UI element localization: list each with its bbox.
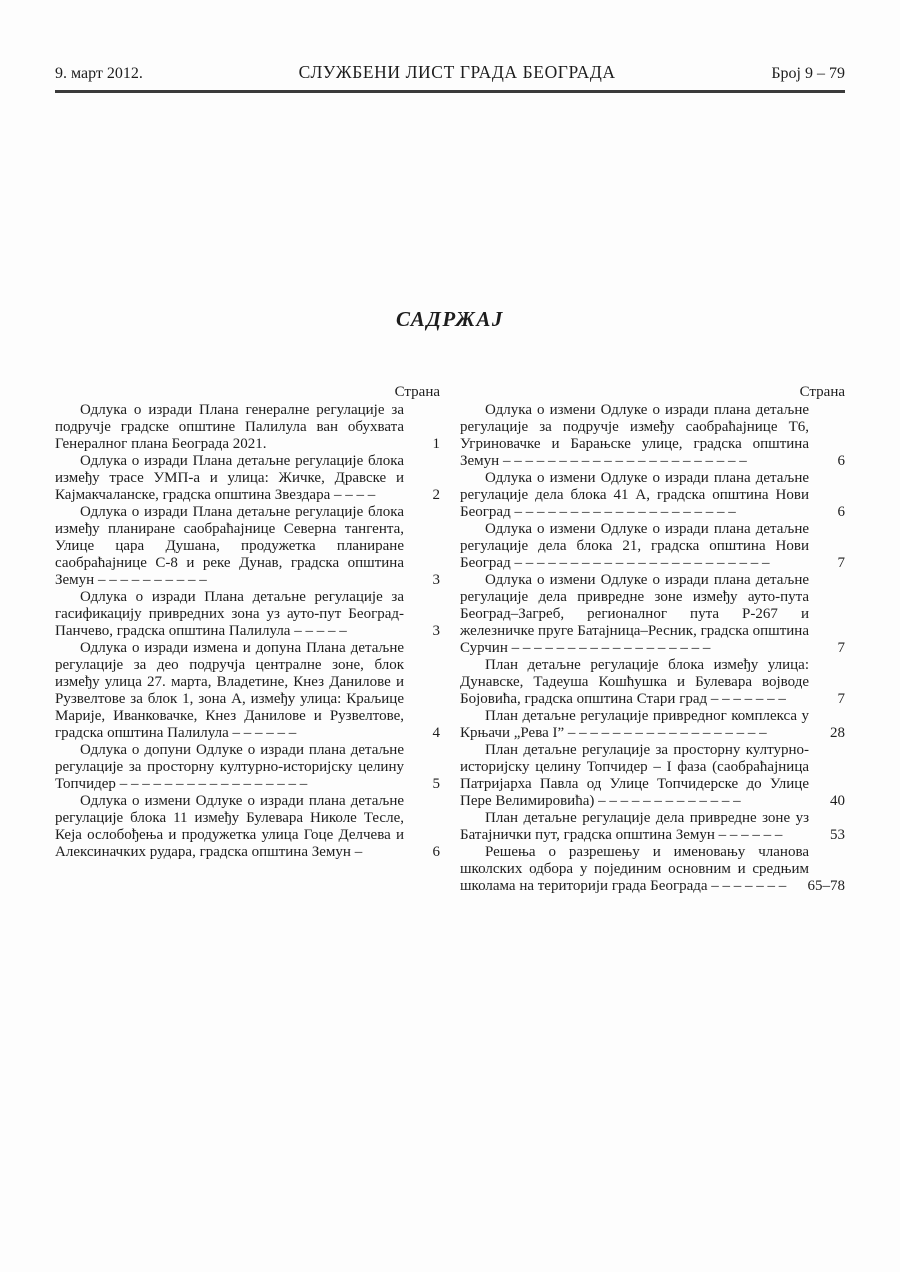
toc-entry-leader-dashes: – – – –: [330, 487, 376, 503]
toc-entry-text: План детаљне регулације блока између улица: Дунавске, Тадеуша Кошћушка и Булевара војводе Бојовића, градска општина Стари град: [460, 657, 809, 707]
toc-entry-leader-dashes: – – – – –: [290, 623, 347, 639]
toc-entry-page-number: 53: [830, 827, 845, 843]
toc-entry: [55, 453, 440, 504]
page-column-label-right: Страна: [799, 384, 845, 400]
page-column-label-left: Страна: [394, 384, 440, 400]
toc-right-entries: [460, 402, 845, 895]
toc-entry: [460, 572, 845, 657]
toc-entry: [460, 708, 845, 742]
toc-entry-text: Одлука о допуни Одлуке о изради плана детаљне регулације за просторну културно-историјску целину Топчидер: [55, 742, 404, 792]
toc-columns: [55, 384, 845, 895]
toc-entry: [460, 402, 845, 470]
toc-entry-page-number: 5: [432, 776, 440, 792]
toc-entry-page-number: 6: [837, 453, 845, 469]
toc-entry: [55, 589, 440, 640]
toc-entry-text: Одлука о изради Плана детаљне регулације блока између планиране саобраћајнице Северна тангента, Улице цара Душана, продужетка планиране саобраћајнице С-8 и реке Дунав, градска општина Земун: [55, 504, 404, 588]
toc-left-column: [55, 384, 440, 895]
toc-entry-text: Одлука о изради Плана детаљне регулације блока између трасе УМП-а и улица: Жичке, Дравске и Кајмакчаланске, градска општина Звездара: [55, 453, 404, 503]
header-issue-number: Број 9 – 79: [771, 65, 845, 82]
toc-entry-page-number: 40: [830, 793, 845, 809]
toc-entry-leader-dashes: – – – – – –: [714, 827, 783, 843]
toc-entry-text: Одлука о изради Плана детаљне регулације за гасификацију привредних зона уз ауто-пут Београд-Панчево, градска општина Палилула: [55, 589, 404, 639]
toc-entry-text: Одлука о измени Одлуке о изради плана детаљне регулације за подручје између саобраћајнице Т6, Угриновачке и Барањске улице, градска општина Земун: [460, 402, 809, 469]
header-rule: [55, 90, 845, 93]
toc-entry-text: Одлука о измени Одлуке о изради плана детаљне регулације блока 11 између Булевара Николе Тесле, Кеја ослобођења и продужетка улица Гоце Делчева и Алексиначких рудара, градска општина Земун: [55, 793, 404, 860]
toc-entry-page-number: 1: [432, 436, 440, 452]
toc-entry: [55, 640, 440, 742]
toc-entry-page-number: 65–78: [807, 878, 845, 894]
toc-entry-leader-dashes: – – – – – – –: [707, 878, 787, 894]
toc-entry-leader-dashes: – – – – – –: [228, 725, 297, 741]
toc-entry-text: Одлука о измени Одлуке о изради плана детаљне регулације дела блока 21, градска општина Нови Београд: [460, 521, 809, 571]
toc-entry-text: План детаљне регулације за просторну културно-историјску целину Топчидер – I фаза (саобраћајница Патријарха Павла од Улице Топчидерске до Улице Пере Велимировића): [460, 742, 809, 809]
toc-entry-leader-dashes: – – – – – – – – – – – – – – – – – –: [564, 725, 767, 741]
toc-entry-page-number: 7: [837, 691, 845, 707]
toc-entry-text: План детаљне регулације привредног комплекса у Крњачи „Рева I”: [460, 708, 809, 741]
toc-entry: [55, 793, 440, 861]
toc-right-column: [460, 384, 845, 895]
toc-left-entries: [55, 402, 440, 861]
toc-entry-text: Одлука о измени Одлуке о изради плана детаљне регулације дела блока 41 А, градска општина Нови Београд: [460, 470, 809, 520]
toc-entry-leader-dashes: –: [350, 844, 363, 860]
toc-entry-page-number: 4: [432, 725, 440, 741]
page-title: СЛУЖБЕНИ ЛИСТ ГРАДА БЕОГРАДА: [298, 62, 616, 82]
toc-entry: [460, 742, 845, 810]
toc-entry: [460, 521, 845, 572]
toc-entry-leader-dashes: – – – – – – – – – – – – –: [594, 793, 741, 809]
toc-entry-leader-dashes: – – – – – – – – – – – – – – – – – –: [507, 640, 711, 656]
toc-entry: [460, 470, 845, 521]
toc-entry-page-number: 7: [837, 555, 845, 571]
toc-entry-text: Одлука о изради измена и допуна Плана детаљне регулације за део подручја централне зоне, блок између улица 27. марта, Владетине, Кнез Данилове и Рузвелтове за блок 1, зона А, између улица: Краљице Марије, Иванковачке, Кнез Данилове и Рузвелтове, градска општина Палилула: [55, 640, 404, 741]
toc-entry: [55, 742, 440, 793]
toc-entry-page-number: 3: [432, 572, 440, 588]
toc-entry: [460, 844, 845, 895]
toc-entry: [55, 402, 440, 453]
toc-title: САДРЖАЈ: [396, 307, 504, 331]
toc-entry-leader-dashes: – – – – – – –: [707, 691, 786, 707]
toc-entry: [55, 504, 440, 589]
toc-entry-page-number: 2: [432, 487, 440, 503]
toc-entry-leader-dashes: – – – – – – – – – – – – – – – – – – – – – – –: [510, 555, 770, 571]
toc-entry-text: План детаљне регулације дела привредне зоне уз Батајнички пут, градска општина Земун: [460, 810, 809, 843]
toc-entry-leader-dashes: – – – – – – – – – – – – – – – – – – – – – –: [499, 453, 747, 469]
toc-entry-text: Одлука о изради Плана генералне регулације за подручје градске општине Палилула ван обухвата Генералног плана Београда 2021.: [55, 402, 404, 452]
toc-entry-page-number: 3: [432, 623, 440, 639]
toc-entry-page-number: 6: [432, 844, 440, 860]
toc-entry-page-number: 28: [830, 725, 845, 741]
header-date: 9. март 2012.: [55, 65, 143, 82]
page-header: [55, 0, 845, 83]
toc-entry-page-number: 7: [837, 640, 845, 656]
toc-entry-text: Одлука о измени Одлуке о изради плана детаљне регулације дела привредне зоне између ауто-пута Београд–Загреб, регионалног пута Р-267 и железничке пруге Батајница–Ресник, градска општина Сурчин: [460, 572, 809, 656]
toc-entry: [460, 810, 845, 844]
toc-entry-page-number: 6: [837, 504, 845, 520]
toc-entry-leader-dashes: – – – – – – – – – – – – – – – – – – – –: [510, 504, 736, 520]
toc-entry-leader-dashes: – – – – – – – – – – – – – – – – –: [115, 776, 308, 792]
toc-entry: [460, 657, 845, 708]
toc-entry-text: Решења о разрешењу и именовању чланова школских одбора у појединим основним и средњим школама на територији града Београда: [460, 844, 809, 894]
toc-entry-leader-dashes: – – – – – – – – – –: [94, 572, 207, 588]
